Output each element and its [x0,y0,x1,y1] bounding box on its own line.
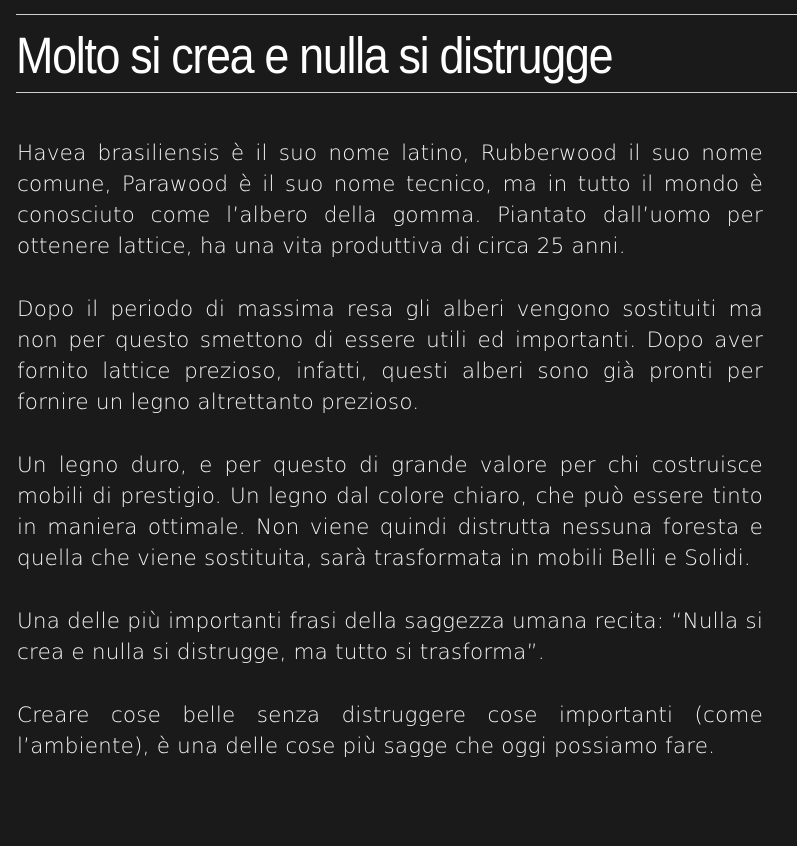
page-title: Molto si crea e nulla si distrugge [16,27,613,84]
article-body [17,138,763,794]
top-divider [16,14,797,15]
paragraph-5: Creare cose belle senza distruggere cose importanti (come l’ambiente), è una delle cose più sagge che oggi possiamo fare. [17,703,763,759]
paragraph-4: Una delle più importanti frasi della saggezza umana recita: “Nulla si crea e nulla si distrugge, ma tutto si trasforma”. [17,609,764,665]
paragraph-2: Dopo il periodo di massima resa gli alberi vengono sostituiti ma non per questo smettono di essere utili ed importanti. Dopo aver fornito lattice prezioso, infatti, questi alberi sono già pronti per fornire un legno altrettanto prezioso. [17,297,763,415]
paragraph-1: Havea brasiliensis è il suo nome latino, Rubberwood il suo nome comune, Parawood è il suo nome tecnico, ma in tutto il mondo è conosciuto come l’albero della gomma. Piantato dall’uomo per ottenere lattice, ha una vita produttiva di circa 25 anni. [17,141,763,259]
title-divider [16,92,797,93]
paragraph-3: Un legno duro, e per questo di grande valore per chi costruisce mobili di prestigio. Un legno dal colore chiaro, che può essere tinto in maniera ottimale. Non viene quindi distrutta nessuna foresta e quella che viene sostituita, sarà trasformata in mobili Belli e Solidi. [17,453,763,571]
